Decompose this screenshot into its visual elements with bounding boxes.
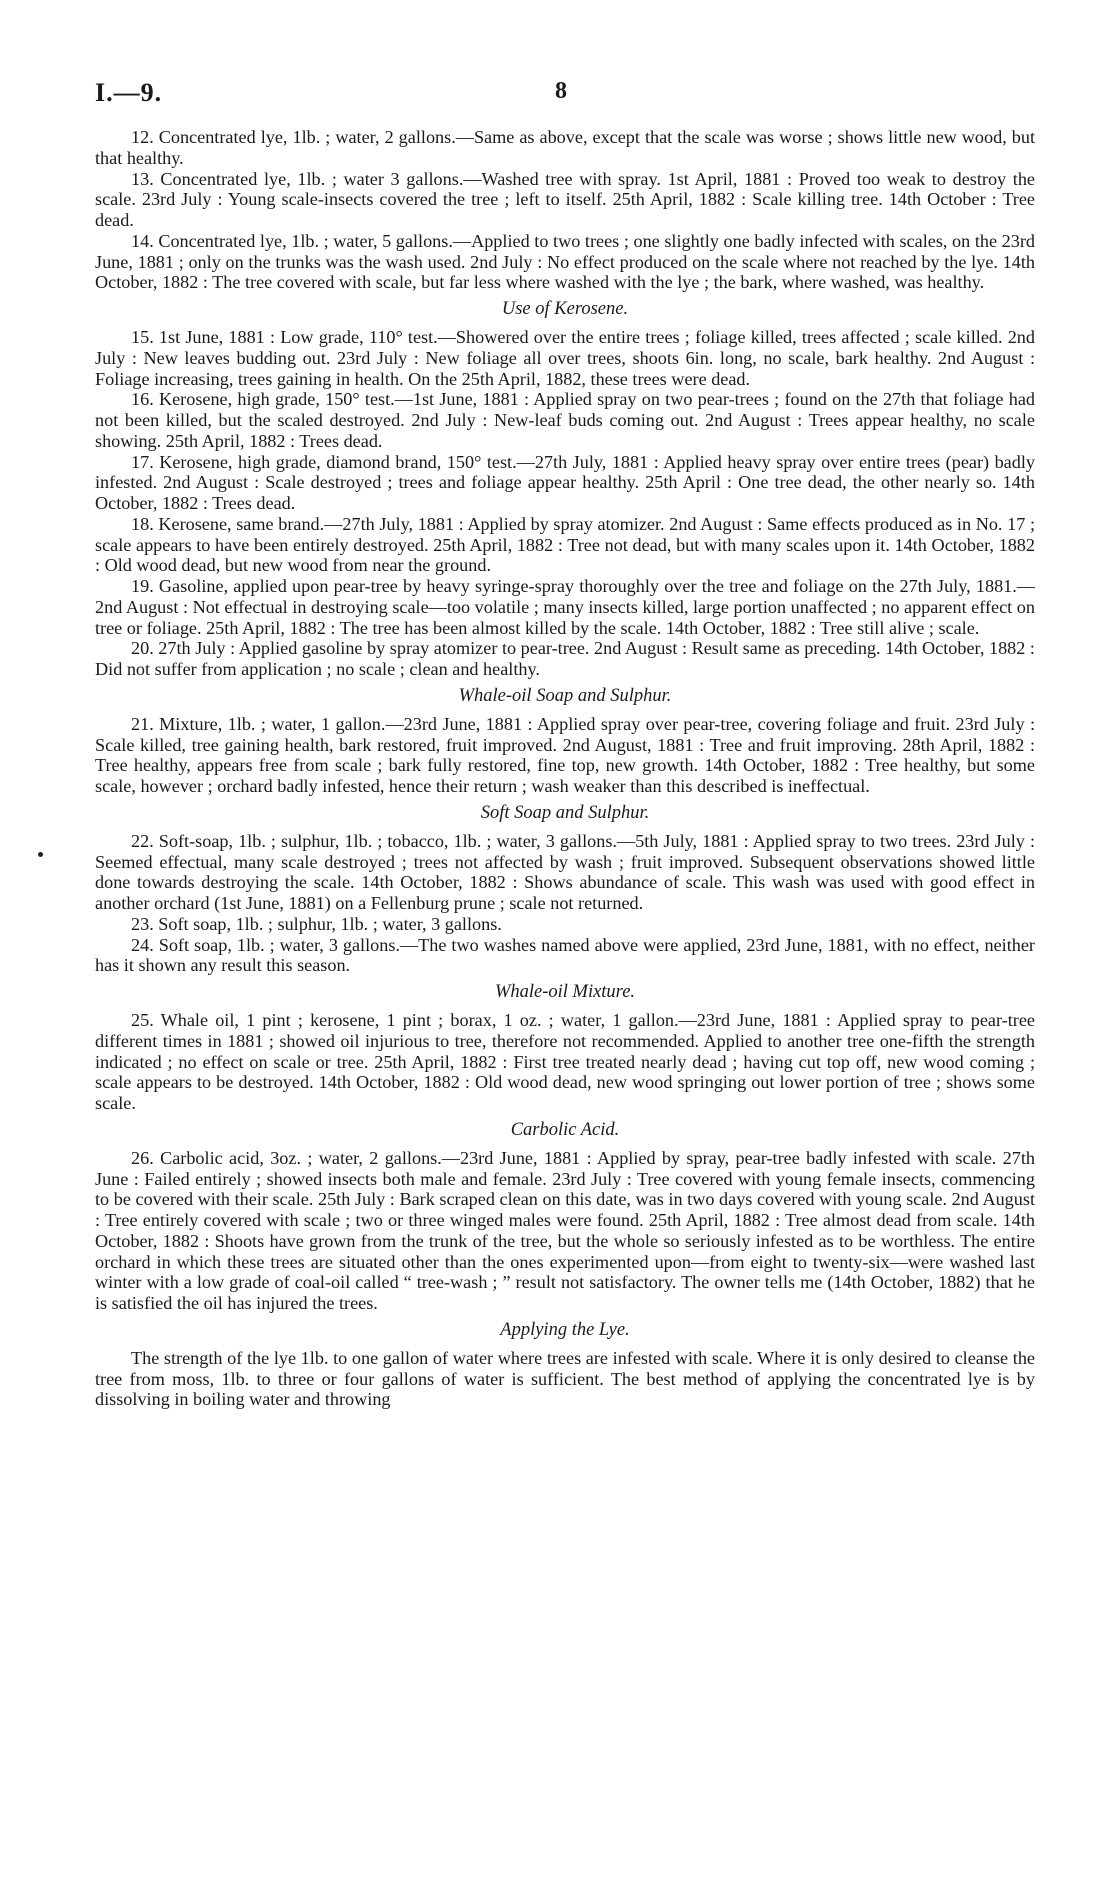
section-heading-whale-oil-soap: Whale-oil Soap and Sulphur. <box>458 685 672 706</box>
paragraph-18: 18. Kerosene, same brand.—27th July, 1881 : Applied by spray atomizer. 2nd August : Same effects produced as in No. 17 ; scale appears to have been entirely destroyed. 25th April, 1882 : Tree not dead, but with many scales upon it. 14th October, 1882 : Old wood dead, but new wood from near the ground. <box>95 513 1035 576</box>
page-header <box>95 78 1035 108</box>
paragraph-19: 19. Gasoline, applied upon pear-tree by heavy syringe-spray thoroughly over the tree and foliage on the 27th July, 1881.—2nd August : Not effectual in destroying scale—too volatile ; many insects killed, large portion unaffected ; no apparent effect on tree or foliage. 25th April, 1882 : The tree has been almost killed by the scale. 14th October, 1882 : Tree still alive ; scale. <box>95 576 1035 638</box>
paragraph-20: 20. 27th July : Applied gasoline by spray atomizer to pear-tree. 2nd August : Result same as preceding. 14th October, 1882 : Did not suffer from application ; no scale ; clean and healthy. <box>95 638 1035 679</box>
document-reference: I.—9. <box>95 78 163 107</box>
paragraph-12: 12. Concentrated lye, 1lb. ; water, 2 gallons.—Same as above, except that the scale was worse ; shows little new wood, but that healthy. <box>95 127 1035 168</box>
paragraph-16: 16. Kerosene, high grade, 150° test.—1st June, 1881 : Applied spray on two pear-trees ; found on the 27th that foliage had not been killed, but the scaled destroyed. 2nd July : New-leaf buds coming out. 2nd August : Trees appear healthy, no scale showing. 25th April, 1882 : Trees dead. <box>95 389 1035 451</box>
paragraph-22: 22. Soft-soap, 1lb. ; sulphur, 1lb. ; tobacco, 1lb. ; water, 3 gallons.—5th July, 1881 : Applied spray to two trees. 23rd July : Seemed effectual, many scale destroyed ; trees not affected by wash ; fruit improved. Subsequent observations showed little done towards destroying the scale. 14th October, 1882 : Shows abundance of scale. This wash was used with good effect in another orchard (1st June, 1881) on a Fellenburg prune ; scale not returned. <box>95 830 1035 913</box>
section-heading-soft-soap: Soft Soap and Sulphur. <box>480 802 650 823</box>
paragraph-lye-strength: The strength of the lye 1lb. to one gallon of water where trees are infested with scale. Where it is only desired to cleanse the tree from moss, 1lb. to three or four gallons of water is sufficient. The best method of applying the concentrated lye is by dissolving in boiling water and throwing <box>95 1347 1035 1410</box>
paragraph-26: 26. Carbolic acid, 3oz. ; water, 2 gallons.—23rd June, 1881 : Applied by spray, pear-tree badly infested with scale. 27th June : Failed entirely ; showed insects both male and female. 23rd July : Tree covered with young female insects, commencing to be covered with their scale. 25th July : Bark scraped clean on this date, was in two days covered with young scale. 2nd August : Tree entirely covered with scale ; two or three winged males were found. 25th April, 1882 : Tree almost dead from scale. 14th October, 1882 : Shoots have grown from the trunk of the tree, but the whole so seriously infested as to be worthless. The entire orchard in which these trees are situated other than the ones experimented upon—from eight to twenty-six—were washed last winter with a low grade of coal-oil called “ tree-wash ; ” result not satisfactory. The owner tells me (14th October, 1882) that he is satisfied the oil has injured the trees. <box>95 1147 1035 1313</box>
page-number: 8 <box>555 78 567 104</box>
section-heading-applying-lye: Applying the Lye. <box>500 1319 630 1340</box>
paragraph-21: 21. Mixture, 1lb. ; water, 1 gallon.—23rd June, 1881 : Applied spray over pear-tree, covering foliage and fruit. 23rd July : Scale killed, tree gaining health, bark restored, fruit improved. 2nd August, 1881 : Tree and fruit improving. 28th April, 1882 : Tree healthy, appears free from scale ; bark fully restored, fine top, new growth. 14th October, 1882 : Tree healthy, but some scale, however ; orchard badly infested, hence their return ; wash weaker than this described is ineffectual. <box>95 713 1035 796</box>
paragraph-15: 15. 1st June, 1881 : Low grade, 110° test.—Showered over the entire trees ; foliage killed, trees affected ; scale killed. 2nd July : New leaves budding out. 23rd July : New foliage all over trees, shoots 6in. long, no scale, bark healthy. 2nd August : Foliage increasing, trees gaining in health. On the 25th April, 1882, these trees were dead. <box>95 327 1035 389</box>
paragraph-25: 25. Whale oil, 1 pint ; kerosene, 1 pint ; borax, 1 oz. ; water, 1 gallon.—23rd June, 1881 : Applied spray to pear-tree different times in 1881 ; showed oil injurious to tree, therefore not recommended. Applied to another tree one-fifth the strength indicated ; no effect on scale or tree. 25th April, 1882 : First tree treated nearly dead ; having cut top off, new wood coming ; scale appears to be destroyed. 14th October, 1882 : Old wood dead, new wood springing out lower portion of tree ; shows some scale. <box>95 1010 1035 1113</box>
paragraph-14: 14. Concentrated lye, 1lb. ; water, 5 gallons.—Applied to two trees ; one slightly one badly infected with scales, on the 23rd June, 1881 ; only on the trunks was the wash used. 2nd July : No effect produced on the scale where not reached by the lye. 14th October, 1882 : The tree covered with scale, but far less where washed with the lye ; the bark, where washed, was healthy. <box>95 230 1035 293</box>
section-heading-whale-oil-mixture: Whale-oil Mixture. <box>494 982 636 1002</box>
paragraph-24: 24. Soft soap, 1lb. ; water, 3 gallons.—The two washes named above were applied, 23rd June, 1881, with no effect, neither has it shown any result this season. <box>95 934 1035 976</box>
document-body <box>95 127 1035 1410</box>
margin-mark <box>38 852 43 857</box>
paragraph-23: 23. Soft soap, 1lb. ; sulphur, 1lb. ; water, 3 gallons. <box>131 913 502 934</box>
section-heading-kerosene: Use of Kerosene. <box>501 299 629 319</box>
section-heading-carbolic-acid: Carbolic Acid. <box>510 1119 620 1140</box>
paragraph-17: 17. Kerosene, high grade, diamond brand, 150° test.—27th July, 1881 : Applied heavy spray over entire trees (pear) badly infested. 2nd August : Scale destroyed ; trees and foliage appear healthy. 25th April : One tree dead, the other nearly so. 14th October, 1882 : Trees dead. <box>95 451 1035 513</box>
paragraph-13: 13. Concentrated lye, 1lb. ; water 3 gallons.—Washed tree with spray. 1st April, 1881 : Proved too weak to destroy the scale. 23rd July : Young scale-insects covered the tree ; left to itself. 25th April, 1882 : Scale killing tree. 14th October : Tree dead. <box>95 168 1035 230</box>
